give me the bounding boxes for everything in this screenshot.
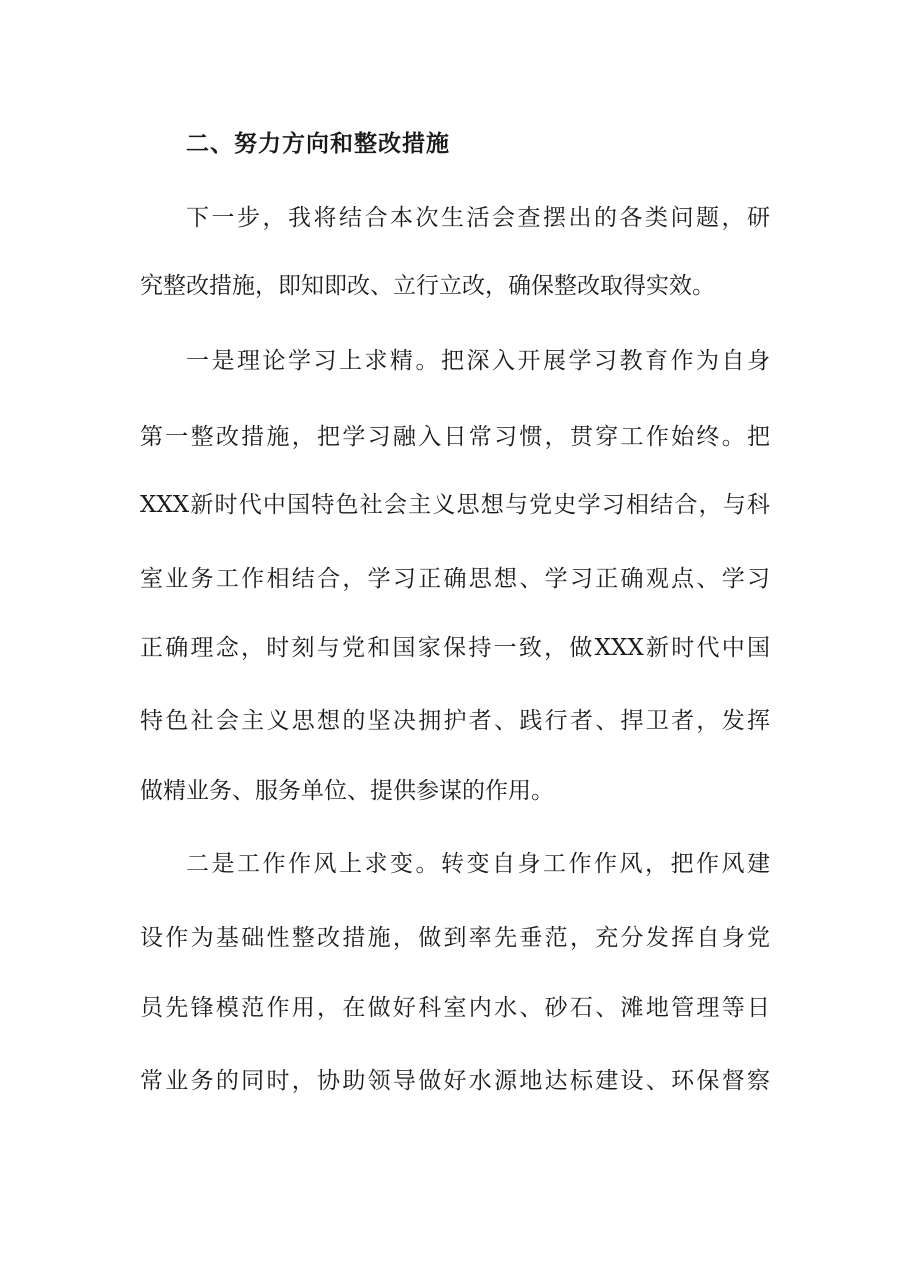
paragraph-3-line-2: 设作为基础性整改措施，做到率先垂范，充分发挥自身党 bbox=[140, 925, 770, 951]
paragraph-2-line-5: 正确理念，时刻与党和国家保持一致，做XXX新时代中国 bbox=[140, 635, 770, 661]
paragraph-2-line-4: 室业务工作相结合，学习正确思想、学习正确观点、学习 bbox=[140, 566, 770, 592]
paragraph-3-line-1: 二是工作作风上求变。转变自身工作作风，把作风建 bbox=[186, 851, 770, 877]
paragraph-1-line-1: 下一步，我将结合本次生活会查摆出的各类问题，研 bbox=[186, 205, 770, 231]
paragraph-2-line-3: XXX新时代中国特色社会主义思想与党史学习相结合，与科 bbox=[140, 492, 770, 518]
paragraph-2-line-6: 特色社会主义思想的坚决拥护者、践行者、捍卫者，发挥 bbox=[140, 708, 770, 734]
paragraph-2-line-2: 第一整改措施，把学习融入日常习惯，贯穿工作始终。把 bbox=[140, 424, 770, 450]
paragraph-2-line-7: 做精业务、服务单位、提供参谋的作用。 bbox=[140, 778, 554, 804]
paragraph-3-line-4: 常业务的同时，协助领导做好水源地达标建设、环保督察 bbox=[140, 1068, 770, 1094]
paragraph-1-line-2: 究整改措施，即知即改、立行立改，确保整改取得实效。 bbox=[140, 273, 715, 299]
section-heading: 二、努力方向和整改措施 bbox=[186, 131, 450, 157]
paragraph-3-line-3: 员先锋模范作用，在做好科室内水、砂石、滩地管理等日 bbox=[140, 995, 770, 1021]
paragraph-2-line-1: 一是理论学习上求精。把深入开展学习教育作为自身 bbox=[186, 348, 770, 374]
